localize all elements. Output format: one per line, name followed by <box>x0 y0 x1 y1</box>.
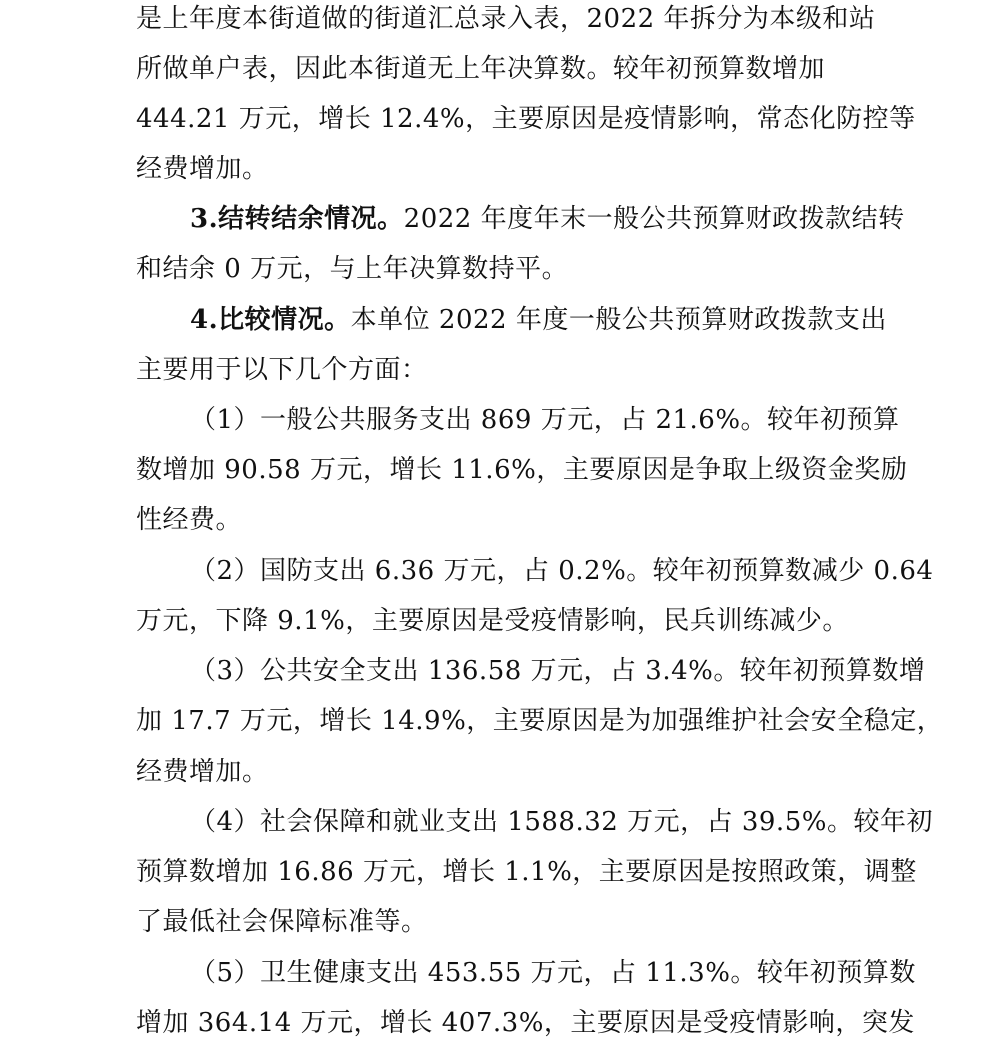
paragraph-line: 了最低社会保障标准等。 <box>136 907 428 937</box>
paragraph-line: 加 17.7 万元，增长 14.9%，主要原因是为加强维护社会安全稳定， <box>136 706 944 736</box>
paragraph-line: 预算数增加 16.86 万元，增长 1.1%，主要原因是按照政策，调整 <box>136 857 917 887</box>
heading-3-year: 2022 <box>403 204 472 234</box>
paragraph-line: 是上年度本街道做的街道汇总录入表，2022 年拆分为本级和站 <box>136 4 876 34</box>
heading-3-label: 3.结转结余情况。 <box>190 204 404 234</box>
paragraph-line: 万元，下降 9.1%，主要原因是受疫情影响，民兵训练减少。 <box>136 606 849 636</box>
paragraph-line: 经费增加。 <box>136 154 269 184</box>
paragraph-line: 444.21 万元，增长 12.4%，主要原因是疫情影响，常态化防控等 <box>136 104 916 134</box>
paragraph-line: 所做单户表，因此本街道无上年决算数。较年初预算数增加 <box>136 54 826 84</box>
list-item-2: （2）国防支出 6.36 万元，占 0.2%。较年初预算数减少 0.64 <box>190 556 934 586</box>
paragraph-line: 本单位 2022 年度一般公共预算财政拨款支出 <box>350 305 887 335</box>
list-item-4: （4）社会保障和就业支出 1588.32 万元，占 39.5%。较年初 <box>190 807 933 837</box>
list-item-1: （1）一般公共服务支出 869 万元，占 21.6%。较年初预算 <box>190 405 900 435</box>
list-item-5: （5）卫生健康支出 453.55 万元，占 11.3%。较年初预算数 <box>190 958 916 988</box>
list-item-3: （3）公共安全支出 136.58 万元，占 3.4%。较年初预算数增 <box>190 656 926 686</box>
paragraph-line: 经费增加。 <box>136 757 269 787</box>
paragraph-line: 数增加 90.58 万元，增长 11.6%，主要原因是争取上级资金奖励 <box>136 455 908 485</box>
paragraph-line: 性经费。 <box>136 505 243 535</box>
section-heading-3 <box>190 203 905 235</box>
heading-4-label: 4.比较情况。 <box>190 305 351 335</box>
paragraph-line: 年度年末一般公共预算财政拨款结转 <box>480 204 905 234</box>
section-heading-4 <box>190 304 887 336</box>
paragraph-line: 增加 364.14 万元，增长 407.3%，主要原因是受疫情影响，突发 <box>136 1008 915 1038</box>
paragraph-line: 和结余 0 万元，与上年决算数持平。 <box>136 254 569 284</box>
paragraph-line: 主要用于以下几个方面： <box>136 355 428 385</box>
